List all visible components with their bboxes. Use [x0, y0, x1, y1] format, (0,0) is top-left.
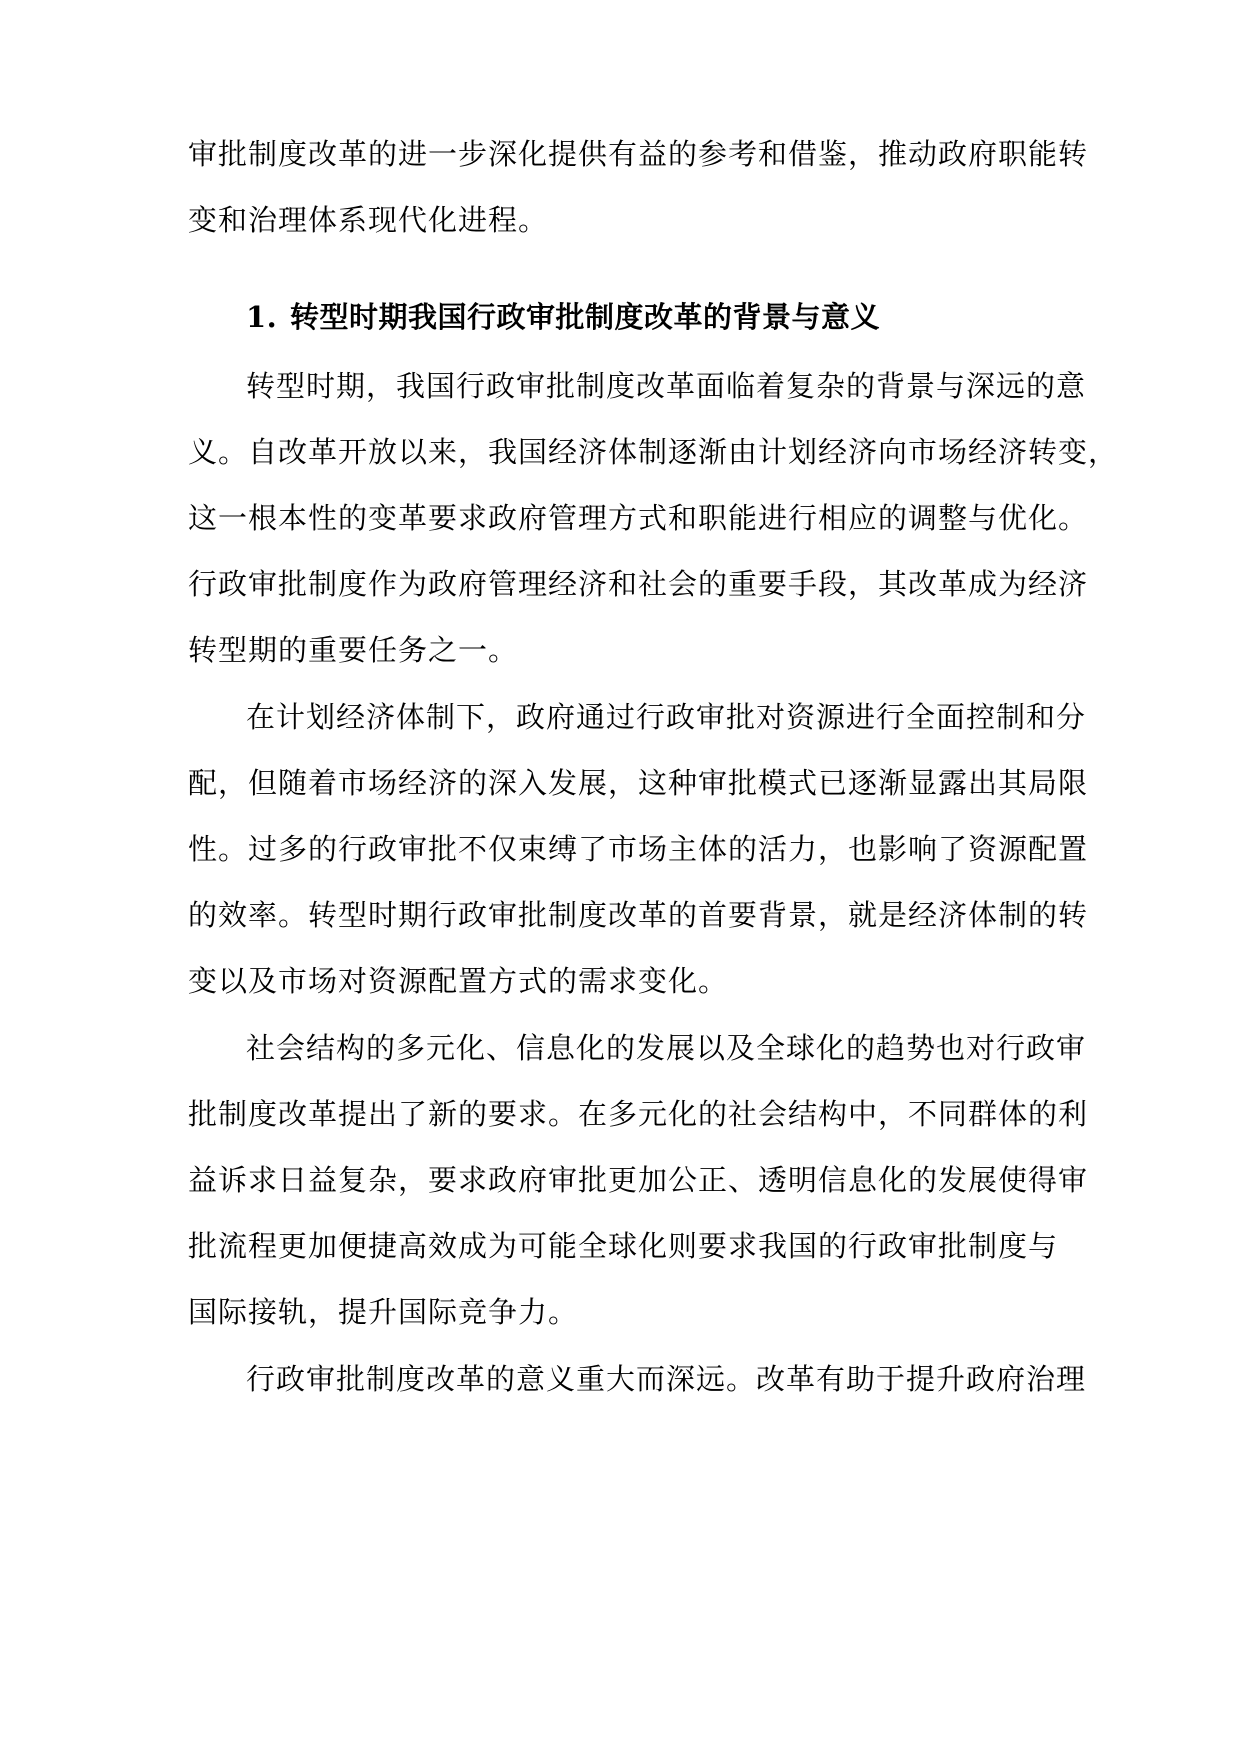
paragraph1-line-3: 这一根本性的变革要求政府管理方式和职能进行相应的调整与优化。 — [188, 501, 1089, 535]
intro-line-1: 审批制度改革的进一步深化提供有益的参考和借鉴，推动政府职能转 — [188, 137, 1089, 171]
section-heading — [246, 297, 1046, 337]
paragraph4-line-1: 行政审批制度改革的意义重大而深远。改革有助于提升政府治理 — [246, 1362, 1087, 1396]
paragraph1-line-2: 义。自改革开放以来，我国经济体制逐渐由计划经济向市场经济转变， — [188, 435, 1119, 469]
section-number: 1. — [246, 300, 278, 334]
paragraph3-line-3: 益诉求日益复杂，要求政府审批更加公正、透明信息化的发展使得审 — [188, 1163, 1089, 1197]
paragraph3-line-2: 批制度改革提出了新的要求。在多元化的社会结构中，不同群体的利 — [188, 1097, 1089, 1131]
paragraph3-line-1: 社会结构的多元化、信息化的发展以及全球化的趋势也对行政审 — [246, 1031, 1087, 1065]
paragraph1-line-4: 行政审批制度作为政府管理经济和社会的重要手段，其改革成为经济 — [188, 567, 1089, 601]
paragraph1-line-1: 转型时期，我国行政审批制度改革面临着复杂的背景与深远的意 — [246, 369, 1087, 403]
paragraph1-line-5: 转型期的重要任务之一。 — [188, 633, 519, 667]
paragraph2-line-2: 配，但随着市场经济的深入发展，这种审批模式已逐渐显露出其局限 — [188, 766, 1089, 800]
paragraph2-line-3: 性。过多的行政审批不仅束缚了市场主体的活力，也影响了资源配置 — [188, 832, 1089, 866]
paragraph2-line-4: 的效率。转型时期行政审批制度改革的首要背景，就是经济体制的转 — [188, 898, 1089, 932]
paragraph2-line-5: 变以及市场对资源配置方式的需求变化。 — [188, 964, 729, 998]
paragraph3-line-5: 国际接轨，提升国际竞争力。 — [188, 1295, 579, 1329]
intro-line-2: 变和治理体系现代化进程。 — [188, 203, 549, 237]
paragraph3-line-4: 批流程更加便捷高效成为可能全球化则要求我国的行政审批制度与 — [188, 1229, 1059, 1263]
paragraph2-line-1: 在计划经济体制下，政府通过行政审批对资源进行全面控制和分 — [246, 700, 1087, 734]
section-title: 转型时期我国行政审批制度改革的背景与意义 — [290, 300, 881, 334]
